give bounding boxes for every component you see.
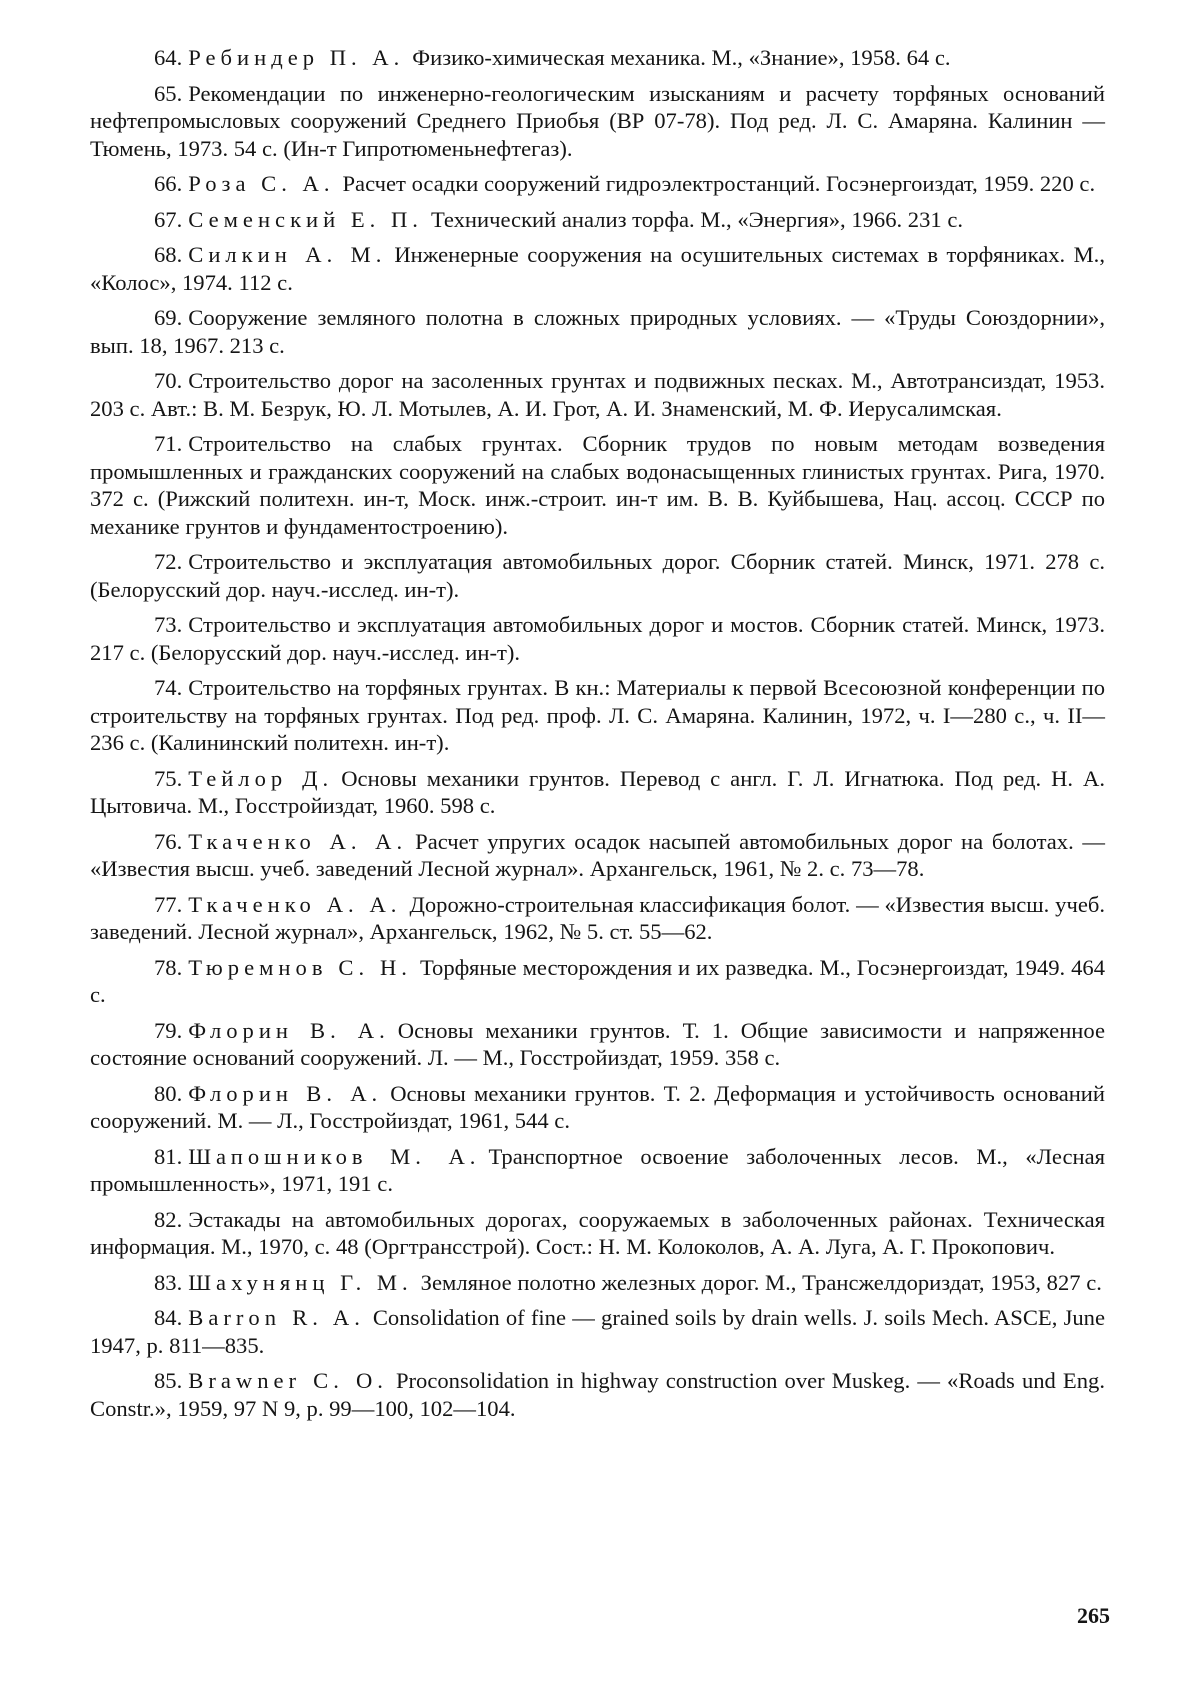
reference-number: 77. [154,891,183,917]
reference-author: Ребиндер П. А. [188,45,405,70]
reference-text: Эстакады на автомобильных дорогах, сооружаемых в заболоченных районах. Техническая информация. М., 1970, с. 48 (Оргтрансстрой). Сост.: Н. М. Колоколов, А. А. Луга, А. Г. Прокопович. [90,1206,1105,1259]
reference-entry [90,891,1105,946]
reference-author: Роза С. А. [188,171,335,196]
reference-entry [90,1017,1105,1072]
reference-text: Строительство дорог на засоленных грунтах и подвижных песках. М., Автотрансиздат, 1953. 203 с. Авт.: В. М. Безрук, Ю. Л. Мотылев, А. И. Грот, А. И. Знаменский, М. Ф. Иерусалимская. [90,368,1105,421]
reference-entry [90,674,1105,757]
reference-entry [90,241,1105,296]
reference-number: 71. [154,431,183,456]
reference-author: Шапошников М. А. [188,1143,481,1169]
reference-entry [90,954,1105,1009]
reference-number: 68. [154,242,183,267]
reference-entry [90,44,1105,72]
reference-entry [90,1269,1105,1297]
reference-text: Proconsolidation in highway construction over Muskeg. — «Roads und Eng. Constr.», 1959, 97 N 9, p. 99—100, 102—104. [90,1368,1105,1421]
reference-entry [90,304,1105,359]
reference-author: Шахунянц Г. М. [188,1269,413,1295]
reference-author: Barron R. A. [188,1305,365,1330]
reference-text: Расчет упругих осадок насыпей автомобильных дорог на болотах. — «Известия высш. учеб. заведений Лесной журнал». Архангельск, 1961, № 2. с. 73—78. [90,828,1105,881]
reference-number: 82. [154,1206,183,1232]
page-number: 265 [1077,1603,1110,1628]
reference-text: Сооружение земляного полотна в сложных природных условиях. — «Труды Союздорнии», вып. 18, 1967. 213 с. [90,305,1105,358]
reference-text: Физико-химическая механика. М., «Знание», 1958. 64 с. [412,45,951,70]
reference-entry [90,1143,1105,1198]
bibliography-page [90,44,1105,1430]
reference-number: 69. [154,305,183,330]
reference-number: 76. [154,828,183,854]
reference-entry [90,1080,1105,1135]
reference-text: Торфяные месторождения и их разведка. М., Госэнергоиздат, 1949. 464 с. [90,954,1105,1007]
reference-number: 81. [154,1143,183,1169]
reference-number: 74. [154,675,183,700]
reference-entry [90,1206,1105,1261]
reference-text: Земляное полотно железных дорог. М., Трансжелдориздат, 1953, 827 с. [420,1269,1102,1295]
reference-number: 73. [154,612,183,637]
reference-text: Транспортное освоение заболоченных лесов. М., «Лесная промышленность», 1971, 191 с. [90,1143,1105,1196]
reference-number: 67. [154,206,183,232]
reference-entry [90,548,1105,603]
reference-author: Семенский Е. П. [188,206,423,232]
reference-number: 85. [154,1368,183,1393]
reference-number: 84. [154,1305,183,1330]
reference-entry [90,206,1105,234]
reference-text: Основы механики грунтов. Т. 1. Общие зависимости и напряженное состояние оснований сооружений. Л. — М., Госстройиздат, 1959. 358 с. [90,1017,1105,1070]
reference-text: Строительство на слабых грунтах. Сборник трудов по новым методам возведения промышленных и гражданских сооружений на слабых водонасыщенных глинистых грунтах. Рига, 1970. 372 с. (Рижский политехн. ин-т, Моск. инж.-строит. ин-т им. В. В. Куйбышева, Нац. ассоц. СССР по механике грунтов и фундаментостроению). [90,431,1105,539]
reference-text: Строительство на торфяных грунтах. В кн.: Материалы к первой Всесоюзной конференции по строительству на торфяных грунтах. Под ред. проф. Л. С. Амаряна. Калинин, 1972, ч. I—280 с., ч. II—236 с. (Калининский политехн. ин-т). [90,675,1105,755]
reference-text: Consolidation of fine — grained soils by drain wells. J. soils Mech. ASCE, June 1947, p. 811—835. [90,1305,1105,1358]
reference-number: 75. [154,765,183,791]
reference-text: Расчет осадки сооружений гидроэлектростанций. Госэнергоиздат, 1959. 220 с. [342,171,1096,196]
reference-entry [90,170,1105,198]
reference-entry [90,367,1105,422]
reference-author: Ткаченко А. А. [188,891,402,917]
reference-entry [90,1367,1105,1422]
reference-text: Строительство и эксплуатация автомобильных дорог. Сборник статей. Минск, 1971. 278 с. (Белорусский дор. науч.-исслед. ин-т). [90,549,1105,602]
reference-number: 65. [154,80,183,106]
reference-number: 80. [154,1080,183,1106]
reference-author: Brawner C. O. [188,1368,388,1393]
reference-author: Флорин В. А. [188,1080,383,1106]
reference-entry [90,80,1105,163]
reference-number: 78. [154,954,183,980]
reference-text: Строительство и эксплуатация автомобильных дорог и мостов. Сборник статей. Минск, 1973. 217 с. (Белорусский дор. науч.-исслед. ин-т). [90,612,1105,665]
reference-entry [90,430,1105,540]
reference-author: Тюремнов С. Н. [188,954,412,980]
reference-author: Тейлор Д. [188,765,334,791]
reference-entry [90,611,1105,666]
reference-number: 72. [154,549,183,574]
reference-number: 70. [154,368,183,393]
reference-author: Силкин А. М. [188,242,387,267]
reference-text: Дорожно-строительная классификация болот. — «Известия высш. учеб. заведений. Лесной журнал», Архангельск, 1962, № 5. ст. 55—62. [90,891,1105,944]
reference-text: Рекомендации по инженерно-геологическим изысканиям и расчету торфяных оснований нефтепромысловых сооружений Среднего Приобья (ВР 07-78). Под ред. Л. С. Амаряна. Калинин — Тюмень, 1973. 54 с. (Ин-т Гипротюменьнефтегаз). [90,80,1105,161]
reference-number: 66. [154,171,183,196]
reference-text: Технический анализ торфа. М., «Энергия», 1966. 231 с. [430,206,964,232]
reference-entry [90,765,1105,820]
reference-number: 64. [154,45,183,70]
reference-number: 79. [154,1017,183,1043]
reference-text: Инженерные сооружения на осушительных системах в торфяниках. М., «Колос», 1974. 112 с. [90,242,1105,295]
reference-text: Основы механики грунтов. Т. 2. Деформация и устойчивость оснований сооружений. М. — Л., Госстройиздат, 1961, 544 с. [90,1080,1105,1133]
reference-author: Флорин В. А. [188,1017,390,1043]
reference-entry [90,1304,1105,1359]
reference-text: Основы механики грунтов. Перевод с англ. Г. Л. Игнатюка. Под ред. Н. А. Цытовича. М., Госстройиздат, 1960. 598 с. [90,765,1105,818]
reference-number: 83. [154,1269,183,1295]
reference-author: Ткаченко А. А. [188,828,408,854]
reference-entry [90,828,1105,883]
